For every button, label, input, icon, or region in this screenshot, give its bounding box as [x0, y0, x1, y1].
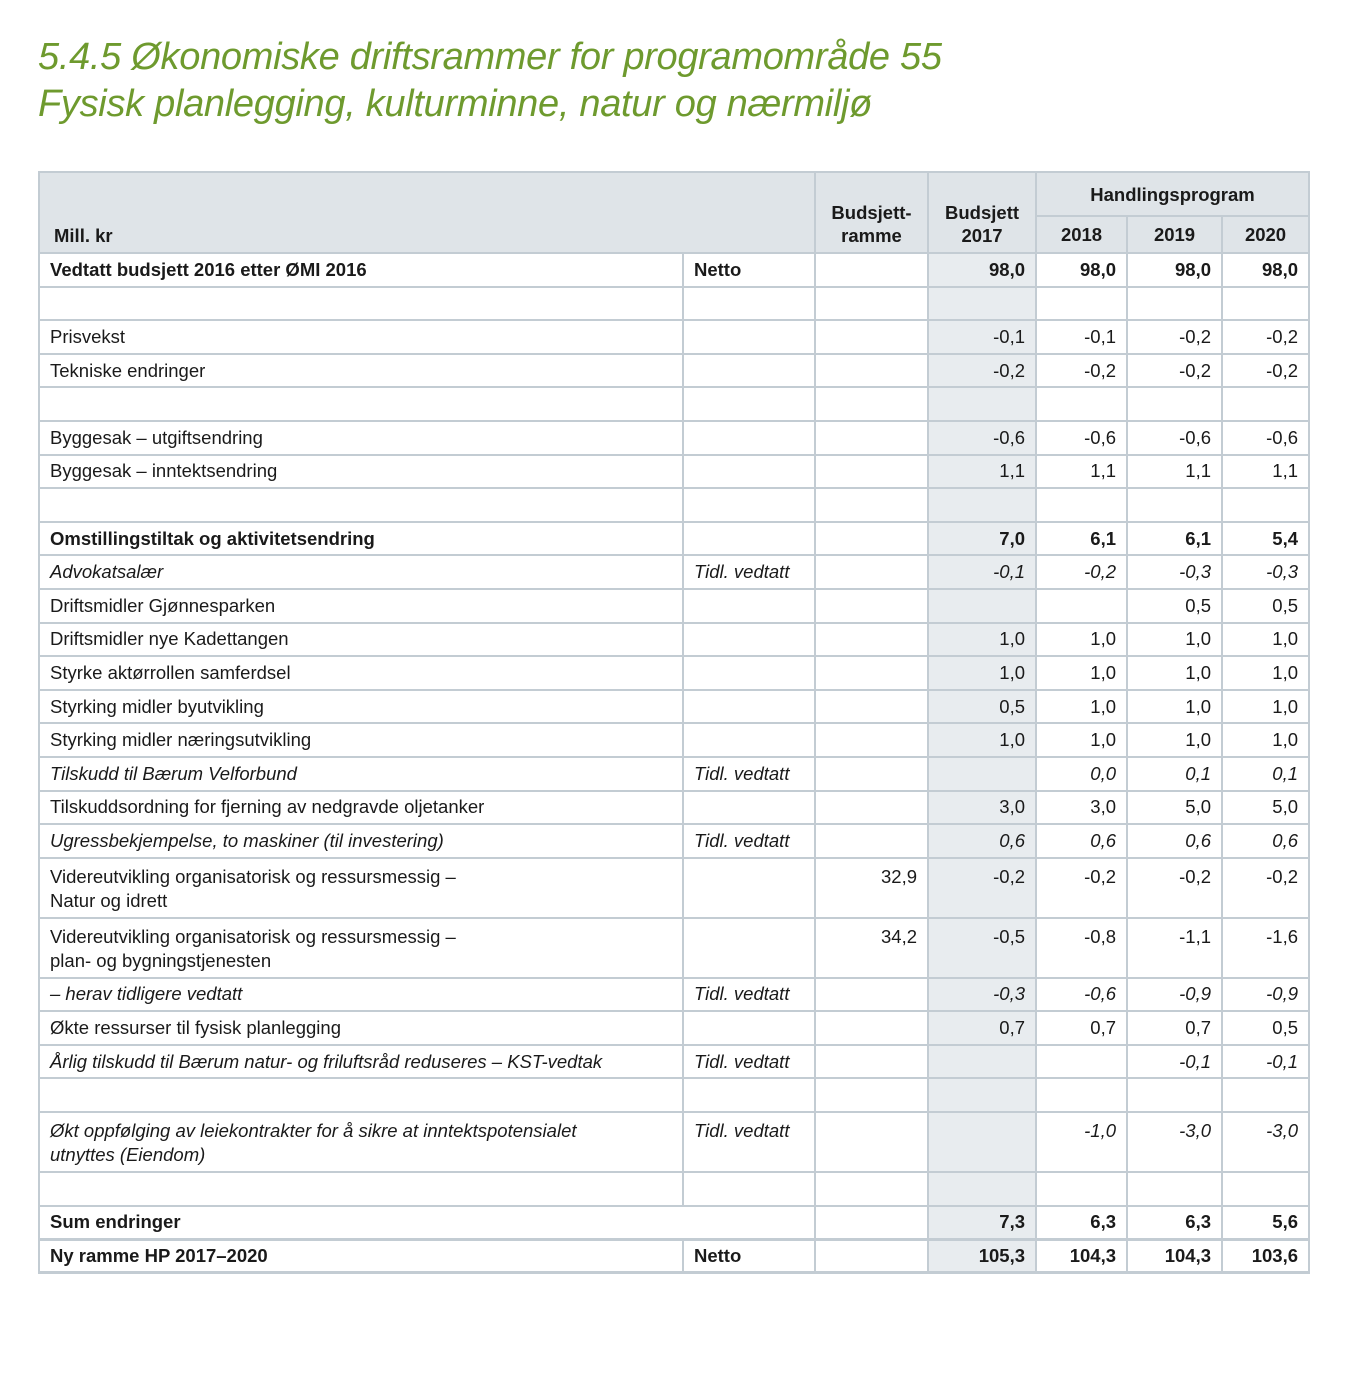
row-2020 — [1222, 1172, 1309, 1206]
row-2018: -0,8 — [1036, 918, 1127, 978]
row-ramme — [815, 623, 928, 657]
row-2018 — [1036, 1078, 1127, 1112]
row-note — [683, 421, 815, 455]
row-ramme — [815, 253, 928, 287]
table-body — [39, 253, 1309, 1273]
table-row — [39, 656, 1309, 690]
row-2019: -0,2 — [1127, 320, 1222, 354]
row-2017: 1,0 — [928, 723, 1036, 757]
row-note — [683, 791, 815, 825]
row-2020: 0,5 — [1222, 589, 1309, 623]
row-label — [39, 1078, 683, 1112]
row-2017: -0,2 — [928, 858, 1036, 918]
row-2019: -0,9 — [1127, 978, 1222, 1012]
table-row — [39, 978, 1309, 1012]
table-row — [39, 918, 1309, 978]
header-year-2019: 2019 — [1127, 216, 1222, 253]
row-2020: -1,6 — [1222, 918, 1309, 978]
table-row — [39, 623, 1309, 657]
row-2019: 1,1 — [1127, 455, 1222, 489]
row-ramme — [815, 824, 928, 858]
row-ramme — [815, 522, 928, 556]
row-2018 — [1036, 1172, 1127, 1206]
row-2020 — [1222, 387, 1309, 421]
row-note: Tidl. vedtatt — [683, 1045, 815, 1079]
row-note — [683, 690, 815, 724]
row-note: Tidl. vedtatt — [683, 757, 815, 791]
header-budget-2017: Budsjett 2017 — [928, 172, 1036, 253]
row-2017: 105,3 — [928, 1239, 1036, 1273]
row-2017: 98,0 — [928, 253, 1036, 287]
row-2017: 1,1 — [928, 455, 1036, 489]
row-2017: 0,5 — [928, 690, 1036, 724]
row-2018 — [1036, 488, 1127, 522]
row-2017 — [928, 1172, 1036, 1206]
row-2018: 0,6 — [1036, 824, 1127, 858]
row-2017: 0,6 — [928, 824, 1036, 858]
row-2017 — [928, 387, 1036, 421]
table-row — [39, 690, 1309, 724]
row-ramme — [815, 1239, 928, 1273]
row-label: – herav tidligere vedtatt — [39, 978, 683, 1012]
row-2019: 6,3 — [1127, 1206, 1222, 1240]
row-2017: -0,6 — [928, 421, 1036, 455]
row-2018: 0,0 — [1036, 757, 1127, 791]
row-2017: -0,1 — [928, 555, 1036, 589]
row-note: Netto — [683, 1239, 815, 1273]
row-label: Omstillingstiltak og aktivitetsendring — [39, 522, 683, 556]
row-2020: -0,2 — [1222, 354, 1309, 388]
row-2018: -1,0 — [1036, 1112, 1127, 1172]
title-line-2: Fysisk planlegging, kulturminne, natur og nærmiljø — [38, 83, 873, 125]
row-ramme — [815, 589, 928, 623]
row-note — [683, 387, 815, 421]
row-2019: 0,6 — [1127, 824, 1222, 858]
row-2017: -0,1 — [928, 320, 1036, 354]
row-note: Tidl. vedtatt — [683, 824, 815, 858]
row-2019: 1,0 — [1127, 623, 1222, 657]
row-ramme — [815, 723, 928, 757]
row-2018: -0,1 — [1036, 320, 1127, 354]
row-2019: -0,2 — [1127, 858, 1222, 918]
row-2019: -0,1 — [1127, 1045, 1222, 1079]
row-2019: 98,0 — [1127, 253, 1222, 287]
row-2020: 0,5 — [1222, 1011, 1309, 1045]
row-label: Styrking midler næringsutvikling — [39, 723, 683, 757]
row-label: Ugressbekjempelse, to maskiner (til investering) — [39, 824, 683, 858]
row-2018: -0,2 — [1036, 354, 1127, 388]
row-note — [683, 522, 815, 556]
row-2020: -0,9 — [1222, 978, 1309, 1012]
row-ramme — [815, 1011, 928, 1045]
row-2019: -3,0 — [1127, 1112, 1222, 1172]
row-2019: -1,1 — [1127, 918, 1222, 978]
row-2020: 5,0 — [1222, 791, 1309, 825]
row-2020: 103,6 — [1222, 1239, 1309, 1273]
row-label — [39, 1172, 683, 1206]
row-2019: 5,0 — [1127, 791, 1222, 825]
table-row — [39, 421, 1309, 455]
row-label: Styrking midler byutvikling — [39, 690, 683, 724]
row-2018: -0,2 — [1036, 858, 1127, 918]
table-row — [39, 858, 1309, 918]
row-2018: 1,1 — [1036, 455, 1127, 489]
row-2020: 98,0 — [1222, 253, 1309, 287]
row-2018: -0,2 — [1036, 555, 1127, 589]
row-2020 — [1222, 287, 1309, 321]
row-2017: 7,0 — [928, 522, 1036, 556]
row-label: Prisvekst — [39, 320, 683, 354]
table-row-empty — [39, 387, 1309, 421]
row-note: Netto — [683, 253, 815, 287]
row-2017: -0,2 — [928, 354, 1036, 388]
row-2017 — [928, 757, 1036, 791]
header-action-program: Handlingsprogram — [1036, 172, 1309, 216]
table-row-empty — [39, 488, 1309, 522]
table-row — [39, 791, 1309, 825]
row-2017: -0,3 — [928, 978, 1036, 1012]
row-ramme — [815, 455, 928, 489]
row-ramme — [815, 555, 928, 589]
row-2019 — [1127, 1172, 1222, 1206]
row-2018 — [1036, 387, 1127, 421]
row-2020 — [1222, 488, 1309, 522]
row-2018: 1,0 — [1036, 690, 1127, 724]
row-2020: 1,0 — [1222, 623, 1309, 657]
row-2019 — [1127, 488, 1222, 522]
row-2019: 1,0 — [1127, 690, 1222, 724]
header-year-2020: 2020 — [1222, 216, 1309, 253]
row-2018 — [1036, 589, 1127, 623]
row-2017 — [928, 287, 1036, 321]
row-note — [683, 858, 815, 918]
row-2017 — [928, 1078, 1036, 1112]
row-2018: 1,0 — [1036, 623, 1127, 657]
row-2018: 1,0 — [1036, 723, 1127, 757]
table-row — [39, 522, 1309, 556]
table-row — [39, 723, 1309, 757]
row-2019 — [1127, 387, 1222, 421]
row-label: Tilskuddsordning for fjerning av nedgravde oljetanker — [39, 791, 683, 825]
table-row — [39, 757, 1309, 791]
row-2020: -0,2 — [1222, 858, 1309, 918]
row-2019: 0,7 — [1127, 1011, 1222, 1045]
row-label — [39, 387, 683, 421]
row-2017 — [928, 488, 1036, 522]
row-note — [683, 918, 815, 978]
row-2019: -0,3 — [1127, 555, 1222, 589]
row-ramme — [815, 354, 928, 388]
row-label: Tekniske endringer — [39, 354, 683, 388]
row-ramme — [815, 387, 928, 421]
row-note — [683, 287, 815, 321]
row-note — [683, 656, 815, 690]
row-2018 — [1036, 1045, 1127, 1079]
row-ramme — [815, 791, 928, 825]
row-note — [683, 354, 815, 388]
table-row — [39, 555, 1309, 589]
row-label: Styrke aktørrollen samferdsel — [39, 656, 683, 690]
row-2018: 98,0 — [1036, 253, 1127, 287]
row-2017: 7,3 — [928, 1206, 1036, 1240]
row-ramme — [815, 978, 928, 1012]
row-label: Økt oppfølging av leiekontrakter for å sikre at inntektspotensialet utnyttes (Eiendom) — [39, 1112, 683, 1172]
row-ramme — [815, 656, 928, 690]
header-year-2018: 2018 — [1036, 216, 1127, 253]
table-row-sum — [39, 1206, 1309, 1240]
row-note — [683, 623, 815, 657]
row-2018: 6,1 — [1036, 522, 1127, 556]
table-row — [39, 589, 1309, 623]
table-row — [39, 253, 1309, 287]
row-2017: 1,0 — [928, 656, 1036, 690]
row-ramme — [815, 1112, 928, 1172]
row-label: Videreutvikling organisatorisk og ressursmessig – Natur og idrett — [39, 858, 683, 918]
row-label: Videreutvikling organisatorisk og ressursmessig – plan- og bygningstjenesten — [39, 918, 683, 978]
row-note — [683, 455, 815, 489]
row-2019: 6,1 — [1127, 522, 1222, 556]
row-2020: -0,1 — [1222, 1045, 1309, 1079]
row-note: Tidl. vedtatt — [683, 1112, 815, 1172]
row-2019: 1,0 — [1127, 656, 1222, 690]
row-2018: -0,6 — [1036, 421, 1127, 455]
row-label: Sum endringer — [39, 1206, 815, 1240]
row-ramme — [815, 488, 928, 522]
table-row — [39, 320, 1309, 354]
row-2020: 0,6 — [1222, 824, 1309, 858]
row-note — [683, 1172, 815, 1206]
row-label: Ny ramme HP 2017–2020 — [39, 1239, 683, 1273]
row-2017 — [928, 1112, 1036, 1172]
table-row — [39, 354, 1309, 388]
row-2019: -0,2 — [1127, 354, 1222, 388]
row-label: Driftsmidler nye Kadettangen — [39, 623, 683, 657]
table-row — [39, 455, 1309, 489]
row-2020: 1,0 — [1222, 656, 1309, 690]
row-ramme: 32,9 — [815, 858, 928, 918]
row-label: Tilskudd til Bærum Velforbund — [39, 757, 683, 791]
row-label: Årlig tilskudd til Bærum natur- og friluftsråd reduseres – KST-vedtak — [39, 1045, 683, 1079]
row-note: Tidl. vedtatt — [683, 978, 815, 1012]
row-label: Driftsmidler Gjønnesparken — [39, 589, 683, 623]
row-label: Byggesak – inntektsendring — [39, 455, 683, 489]
table-header — [39, 172, 1309, 253]
row-2020: 1,0 — [1222, 690, 1309, 724]
page-title — [38, 34, 942, 128]
row-2020: 1,1 — [1222, 455, 1309, 489]
row-label: Byggesak – utgiftsendring — [39, 421, 683, 455]
row-note: Tidl. vedtatt — [683, 555, 815, 589]
row-ramme — [815, 320, 928, 354]
row-ramme: 34,2 — [815, 918, 928, 978]
table-row — [39, 1045, 1309, 1079]
row-2019 — [1127, 1078, 1222, 1112]
row-2020: -0,3 — [1222, 555, 1309, 589]
row-2018: 1,0 — [1036, 656, 1127, 690]
row-2020: 1,0 — [1222, 723, 1309, 757]
row-2018: 104,3 — [1036, 1239, 1127, 1273]
row-ramme — [815, 690, 928, 724]
row-2020: 0,1 — [1222, 757, 1309, 791]
row-ramme — [815, 757, 928, 791]
header-unit: Mill. kr — [39, 172, 815, 253]
row-ramme — [815, 421, 928, 455]
row-2019: 0,5 — [1127, 589, 1222, 623]
row-2019: 1,0 — [1127, 723, 1222, 757]
row-2019: 104,3 — [1127, 1239, 1222, 1273]
row-2018: -0,6 — [1036, 978, 1127, 1012]
row-2020: -0,6 — [1222, 421, 1309, 455]
row-2017 — [928, 1045, 1036, 1079]
row-ramme — [815, 1078, 928, 1112]
table-row-empty — [39, 287, 1309, 321]
row-2018: 0,7 — [1036, 1011, 1127, 1045]
row-2019 — [1127, 287, 1222, 321]
row-2017: 0,7 — [928, 1011, 1036, 1045]
row-label: Økte ressurser til fysisk planlegging — [39, 1011, 683, 1045]
row-ramme — [815, 1172, 928, 1206]
row-ramme — [815, 1045, 928, 1079]
row-note — [683, 589, 815, 623]
row-ramme — [815, 287, 928, 321]
row-note — [683, 723, 815, 757]
row-2017: -0,5 — [928, 918, 1036, 978]
table-row-total — [39, 1239, 1309, 1273]
row-label — [39, 488, 683, 522]
row-2017: 3,0 — [928, 791, 1036, 825]
budget-table — [38, 171, 1310, 1274]
row-ramme — [815, 1206, 928, 1240]
row-label: Advokatsalær — [39, 555, 683, 589]
table-row-empty — [39, 1078, 1309, 1112]
row-2019: -0,6 — [1127, 421, 1222, 455]
table-row — [39, 1112, 1309, 1172]
header-budget-frame: Budsjett- ramme — [815, 172, 928, 253]
row-2018: 6,3 — [1036, 1206, 1127, 1240]
table-row — [39, 1011, 1309, 1045]
row-2018 — [1036, 287, 1127, 321]
row-note — [683, 1078, 815, 1112]
table-row-empty — [39, 1172, 1309, 1206]
table-row — [39, 824, 1309, 858]
row-label: Vedtatt budsjett 2016 etter ØMI 2016 — [39, 253, 683, 287]
row-2018: 3,0 — [1036, 791, 1127, 825]
row-2020 — [1222, 1078, 1309, 1112]
title-line-1: 5.4.5 Økonomiske driftsrammer for programområde 55 — [38, 36, 942, 78]
row-2020: -0,2 — [1222, 320, 1309, 354]
row-2017: 1,0 — [928, 623, 1036, 657]
row-2020: 5,4 — [1222, 522, 1309, 556]
row-label — [39, 287, 683, 321]
row-note — [683, 320, 815, 354]
row-2017 — [928, 589, 1036, 623]
row-2019: 0,1 — [1127, 757, 1222, 791]
row-2020: -3,0 — [1222, 1112, 1309, 1172]
row-2020: 5,6 — [1222, 1206, 1309, 1240]
row-note — [683, 1011, 815, 1045]
row-note — [683, 488, 815, 522]
